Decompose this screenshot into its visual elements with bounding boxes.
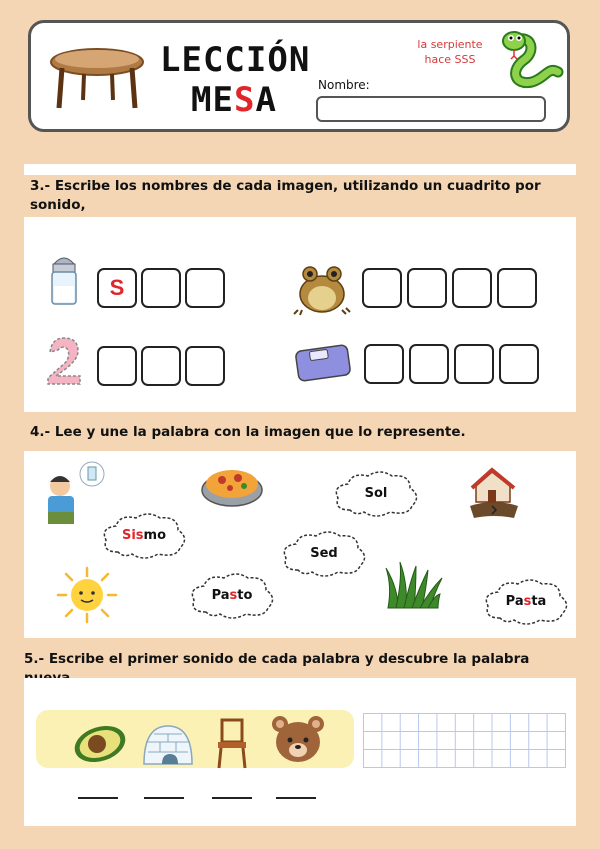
answer-line[interactable] (144, 797, 184, 799)
grass-icon (384, 560, 444, 610)
word-cloud-sol[interactable]: Sol (330, 466, 422, 520)
letter-box[interactable] (185, 346, 225, 386)
answer-line[interactable] (78, 797, 118, 799)
letter-box[interactable] (364, 344, 404, 384)
table-icon (48, 44, 146, 112)
letter-box[interactable] (452, 268, 492, 308)
snake-note: la serpiente hace SSS (417, 38, 483, 66)
letter-box[interactable] (97, 346, 137, 386)
spaghetti-icon (200, 460, 264, 510)
frog-boxes (362, 268, 537, 308)
word-cloud-sed[interactable]: Sed (278, 526, 370, 580)
word-cloud-pasta[interactable]: Pa s ta (480, 574, 572, 628)
name-input[interactable] (316, 96, 546, 122)
highlight-letter: S (233, 80, 256, 120)
chair-icon (212, 716, 252, 770)
letter-box[interactable] (499, 344, 539, 384)
q5-instruction: 5.- Escribe el primer sonido de cada palabra y descubre la palabra (24, 651, 530, 667)
salt-shaker-icon (48, 252, 80, 306)
avocado-icon (72, 722, 128, 766)
writing-grid[interactable] (363, 713, 566, 768)
word-cloud-sismo[interactable]: Sis mo (98, 508, 190, 562)
answer-line[interactable] (276, 797, 316, 799)
name-label: Nombre: (318, 78, 370, 92)
letter-box[interactable] (141, 346, 181, 386)
letter-box[interactable] (454, 344, 494, 384)
bear-icon (270, 714, 326, 766)
sun-icon (56, 566, 118, 624)
letter-box[interactable] (185, 268, 225, 308)
igloo-icon (140, 722, 196, 768)
letter-box[interactable] (362, 268, 402, 308)
letter-box[interactable]: S (97, 268, 137, 308)
snake-icon (496, 26, 564, 92)
letter-box[interactable] (407, 268, 447, 308)
q3-instruction: 3.- Escribe los nombres de cada imagen, utilizando un cuadrito por sonido, (30, 178, 541, 213)
letter-box[interactable] (409, 344, 449, 384)
q3-top-strip (24, 164, 576, 175)
answer-line[interactable] (212, 797, 252, 799)
number-two-icon (42, 334, 86, 388)
frog-icon (292, 262, 352, 316)
word-cloud-pasto[interactable]: Pa s to (186, 568, 278, 622)
bathroom-scale-icon (293, 342, 355, 384)
q4-instruction: 4.- Lee y une la palabra con la imagen que lo represente. (30, 424, 466, 440)
earthquake-house-icon (466, 466, 522, 522)
salt-boxes (97, 268, 225, 308)
two-boxes (97, 346, 225, 386)
scale-boxes (364, 344, 539, 384)
title-line-2: MESA (191, 80, 277, 120)
letter-box[interactable] (497, 268, 537, 308)
title-line-1: LECCIÓN (160, 40, 311, 80)
letter-box[interactable] (141, 268, 181, 308)
lesson-title (160, 40, 311, 120)
